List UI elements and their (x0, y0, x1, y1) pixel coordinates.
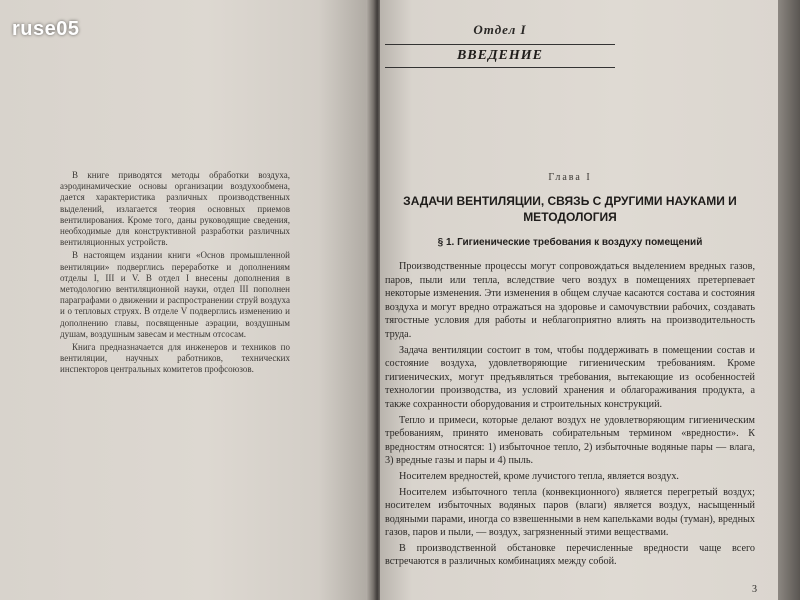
body-paragraph: Задача вентиляции состоит в том, чтобы поддерживать в помещении состав и состояние воздуха, удовлетворяющие гигиеническим требованиям. Кроме гигиенических, могут предъявляться требования, вытекающие из особенностей технологии производства, из условий хранения и облагораживания продукта, а также сохранности оборудования и строительных конструкций. (385, 344, 755, 410)
left-page (0, 0, 375, 600)
body-text (385, 260, 755, 569)
annotation-paragraph: Книга предназначается для инженеров и техников по вентиляции, научных работников, технических инспекторов центральных комитетов профсоюзов. (60, 342, 290, 375)
chapter-content (385, 172, 755, 571)
body-paragraph: Носителем вредностей, кроме лучистого тепла, является воздух. (399, 470, 679, 482)
page-number: 3 (752, 584, 757, 595)
chapter-label: Глава I (548, 172, 592, 183)
section-label: Отдел I (473, 22, 527, 37)
annotation-paragraph: В настоящем издании книги «Основ промышленной вентиляции» подверглись переработке и дополнениям отделы I, III и V. В отдел I внесены дополнения в методологию вентиляционной науки, отдел III пополнен параграфами о движении и распространении струй воздуха и о тепловых струях. В отделе V подверглись изменению и дополнению главы, посвященные аэрации, воздушным душам, воздушным завесам и местным отсосам. (60, 250, 290, 339)
body-paragraph: Тепло и примеси, которые делают воздух не удовлетворяющим гигиеническим требованиям, принято именовать собирательным термином «вредности». К вредностям относятся: 1) избыточное тепло, 2) избыточные водяные пары — влага, 3) вредные газы и пары и 4) пыль. (385, 414, 755, 467)
body-paragraph: В производственной обстановке перечисленные вредности чаще всего встречаются в различных комбинациях между собой. (385, 542, 755, 568)
annotation-paragraph: В книге приводятся методы обработки воздуха, аэродинамические основы организации воздухообмена, дается характеристика различных производственных выделений, излагается теория основных приемов вентилирования. Кроме того, даны руководящие сведения, необходимые для конструктивной разработки различных вентиляционных устройств. (60, 170, 290, 248)
subsection-title: § 1. Гигиенические требования к воздуху помещений (437, 237, 703, 248)
book-annotation (60, 170, 290, 378)
background-edge (778, 0, 800, 600)
section-header (385, 22, 615, 68)
body-paragraph: Носителем избыточного тепла (конвекционного) является перегретый воздух; носителем избыточных водяных паров (влаги) является воздух, насыщенный водяными парами, иногда со взвешенными в нем капельками воды (туман), вредных газов, паров и пыли, — воздух, загрязненный этими веществами. (385, 486, 755, 539)
section-title: ВВЕДЕНИЕ (385, 44, 615, 68)
watermark-logo: ruse05 (12, 18, 80, 40)
chapter-title: ЗАДАЧИ ВЕНТИЛЯЦИИ, СВЯЗЬ С ДРУГИМИ НАУКАМИ И МЕТОДОЛОГИЯ (403, 194, 737, 224)
body-paragraph: Производственные процессы могут сопровождаться выделением вредных газов, паров, пыли или тепла, вследствие чего воздух в помещениях претерпевает некоторые изменения. Эти изменения в общем случае касаются состава и состояния воздуха и могут вредно отражаться на здоровье и самочувствии рабочих, создавать тягостные условия для работы и неблагоприятно влиять на производительность труда. (385, 261, 755, 340)
